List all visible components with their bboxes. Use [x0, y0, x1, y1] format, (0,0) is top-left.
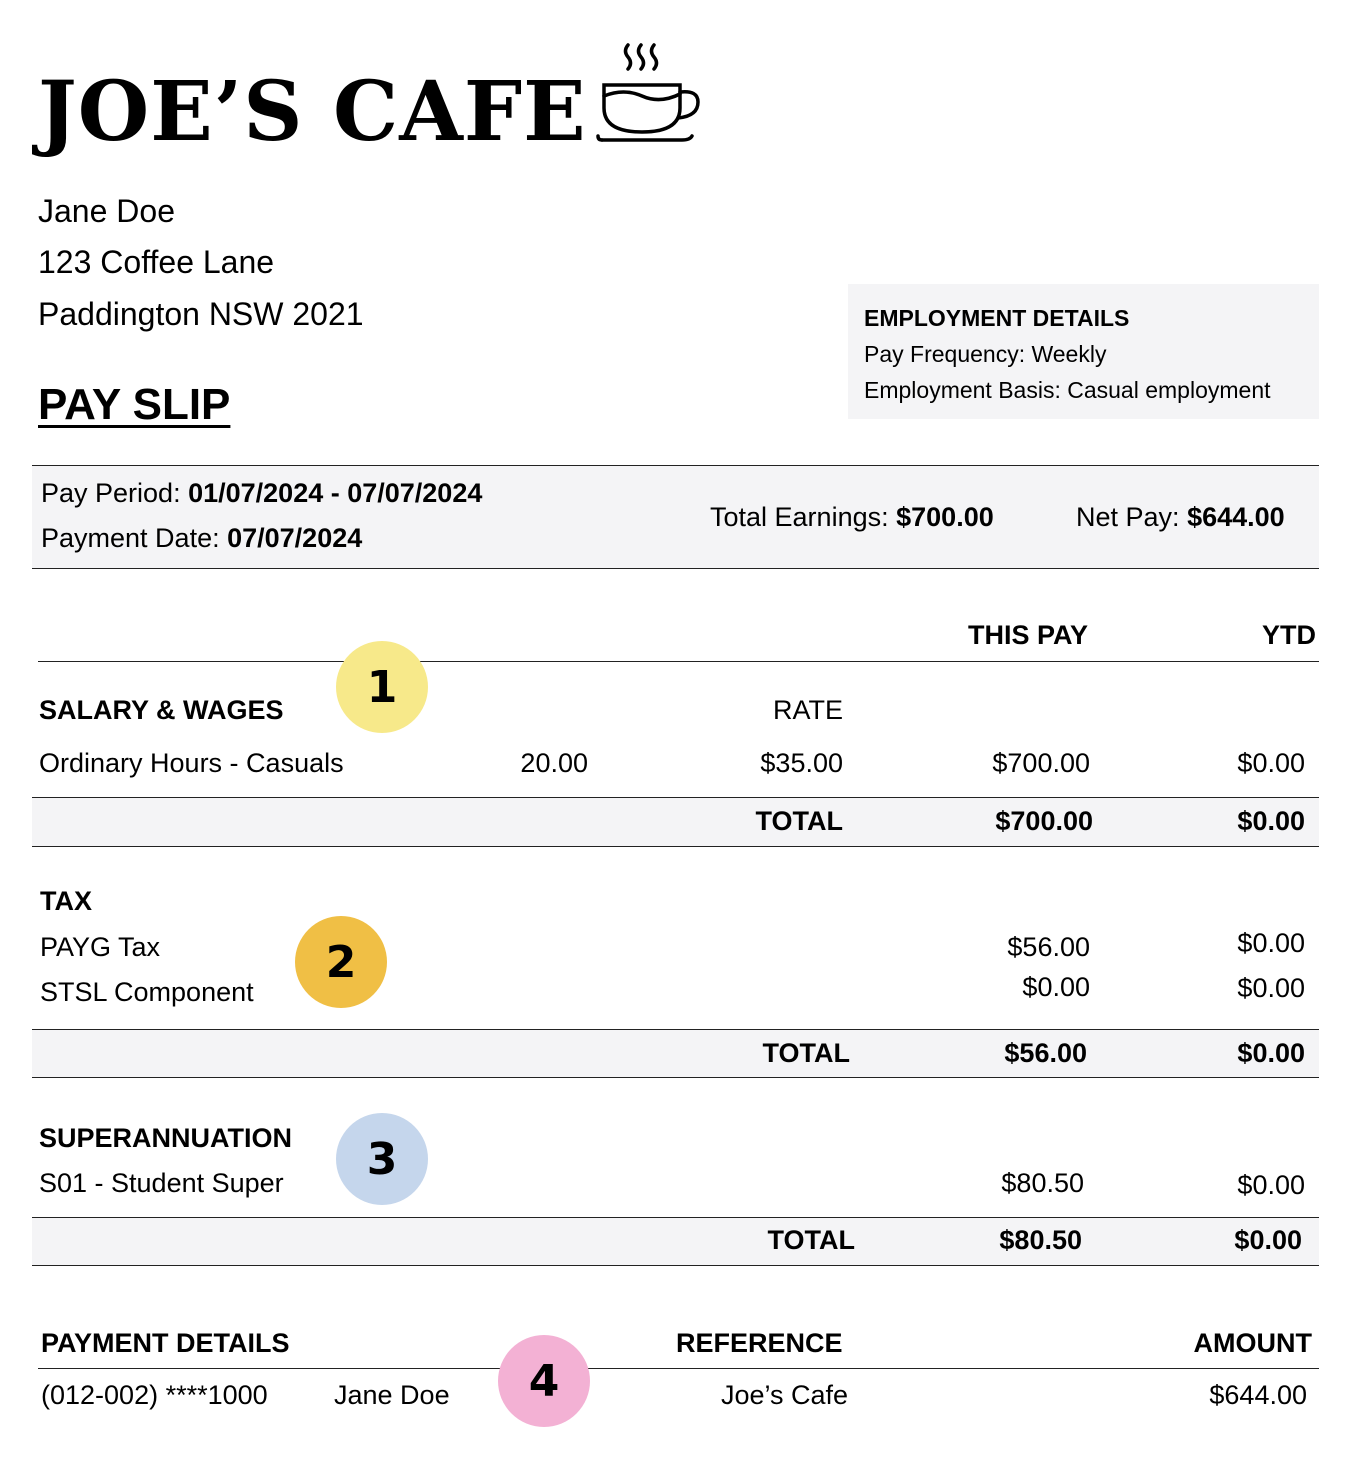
super-row-label: S01 - Student Super: [39, 1168, 284, 1198]
marker-3: 3: [336, 1113, 428, 1205]
pay-period: Pay Period: 01/07/2024 - 07/07/2024: [41, 478, 483, 508]
pay-frequency: Pay Frequency: Weekly: [864, 341, 1107, 367]
marker-4: 4: [498, 1335, 590, 1427]
tax-total-this-pay: $56.00: [1004, 1038, 1087, 1068]
divider: [38, 661, 1319, 662]
company-name: JOE’S CAFE: [38, 64, 587, 160]
tax-row-label: STSL Component: [40, 977, 254, 1007]
employee-name: Jane Doe: [38, 193, 175, 229]
payment-reference: Joe’s Cafe: [721, 1380, 849, 1410]
salary-heading: SALARY & WAGES: [39, 695, 284, 725]
payment-heading: PAYMENT DETAILS: [41, 1328, 290, 1358]
tax-row-ytd: $0.00: [1237, 973, 1305, 1003]
payment-account: (012-002) ****1000: [41, 1380, 268, 1410]
employment-heading: EMPLOYMENT DETAILS: [864, 305, 1130, 331]
payment-payee: Jane Doe: [334, 1380, 450, 1410]
salary-this-pay: $700.00: [992, 748, 1090, 778]
coffee-cup-icon: [594, 40, 704, 150]
salary-hours: 20.00: [520, 748, 588, 778]
salary-total-ytd: $0.00: [1237, 806, 1305, 836]
tax-row-label: PAYG Tax: [40, 932, 161, 962]
column-this-pay: THIS PAY: [968, 620, 1089, 650]
salary-total-this-pay: $700.00: [995, 806, 1093, 836]
tax-total-label: TOTAL: [762, 1038, 850, 1068]
marker-2: 2: [295, 916, 387, 1008]
rate-label: RATE: [772, 695, 843, 725]
amount-label: AMOUNT: [1193, 1328, 1312, 1358]
tax-heading: TAX: [40, 886, 92, 916]
super-heading: SUPERANNUATION: [39, 1123, 293, 1153]
payment-date: Payment Date: 07/07/2024: [41, 523, 363, 553]
salary-rate: $35.00: [760, 748, 843, 778]
super-total-label: TOTAL: [767, 1225, 855, 1255]
page-title: PAY SLIP: [38, 380, 231, 429]
super-total-this-pay: $80.50: [999, 1225, 1082, 1255]
employment-basis: Employment Basis: Casual employment: [864, 377, 1271, 403]
address-line-1: 123 Coffee Lane: [38, 244, 275, 280]
salary-row-label: Ordinary Hours - Casuals: [39, 748, 344, 778]
tax-total-band: [32, 1029, 1319, 1078]
tax-row-ytd: $0.00: [1237, 928, 1305, 958]
marker-1: 1: [336, 641, 428, 733]
salary-ytd: $0.00: [1237, 748, 1305, 778]
tax-row-this-pay: $0.00: [1022, 972, 1090, 1002]
super-total-ytd: $0.00: [1234, 1225, 1302, 1255]
column-ytd: YTD: [1262, 620, 1316, 650]
payment-amount: $644.00: [1209, 1380, 1307, 1410]
super-ytd: $0.00: [1237, 1170, 1305, 1200]
salary-total-label: TOTAL: [755, 806, 843, 836]
super-total-band: [32, 1217, 1319, 1266]
reference-label: REFERENCE: [676, 1328, 843, 1358]
address-line-2: Paddington NSW 2021: [38, 296, 364, 332]
super-this-pay: $80.50: [1001, 1168, 1084, 1198]
tax-row-this-pay: $56.00: [1007, 932, 1090, 962]
divider: [38, 1368, 1319, 1369]
net-pay: Net Pay: $644.00: [1076, 502, 1285, 532]
total-earnings: Total Earnings: $700.00: [710, 502, 994, 532]
tax-total-ytd: $0.00: [1237, 1038, 1305, 1068]
salary-total-band: [32, 797, 1319, 847]
